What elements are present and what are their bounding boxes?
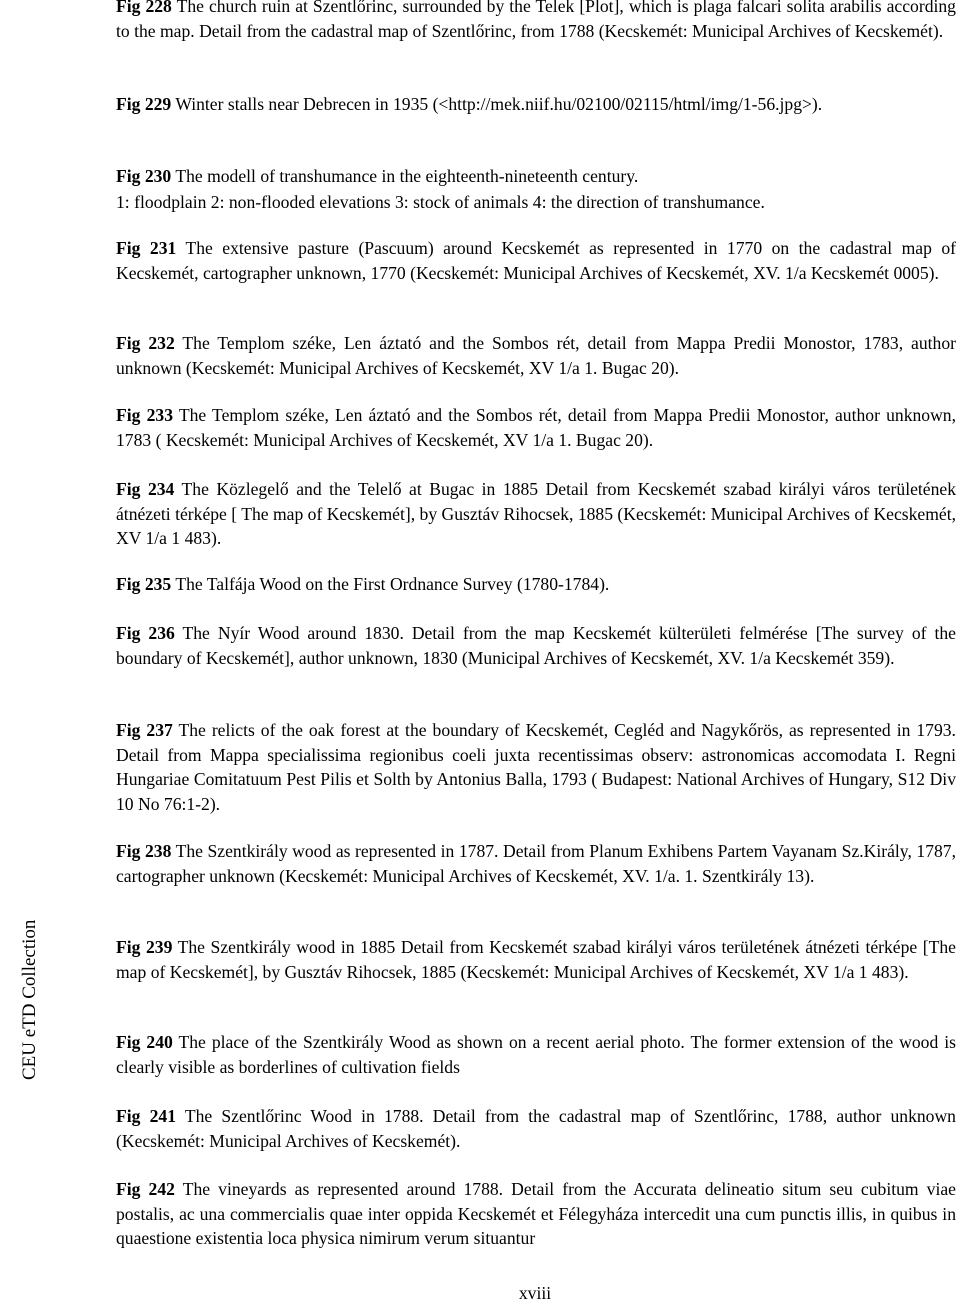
caption-number: Fig 229 xyxy=(116,94,172,114)
caption-text: The Szentkirály wood as represented in 1787. Detail from Planum Exhibens Partem Vayanam Sz.Király, 1787, cartographer unknown (Kecskemét: Municipal Archives of Kecskemét, XV. 1/a. 1. Szentkirály 13). xyxy=(116,841,956,886)
caption-text: The Közlegelő and the Telelő at Bugac in 1885 Detail from Kecskemét szabad királyi város területének átnézeti térképe [ The map of Kecskemét], by Gusztáv Rihocsek, 1885 (Kecskemét: Municipal Archives of Kecskemét, XV 1/a 1 483). xyxy=(116,479,956,548)
caption-text: The Templom széke, Len áztató and the Sombos rét, detail from Mappa Predii Monostor, author unknown, 1783 ( Kecskemét: Municipal Archives of Kecskemét, XV 1/a 1. Bugac 20). xyxy=(116,405,956,450)
caption-fig-234 xyxy=(116,477,956,551)
caption-number: Fig 238 xyxy=(116,841,172,861)
caption-text: The Talfája Wood on the First Ordnance Survey (1780-1784). xyxy=(175,574,610,594)
caption-fig-235 xyxy=(116,572,956,597)
caption-fig-231 xyxy=(116,236,956,285)
caption-text: The extensive pasture (Pascuum) around Kecskemét as represented in 1770 on the cadastral map of Kecskemét, cartographer unknown, 1770 (Kecskemét: Municipal Archives of Kecskemét, XV. 1/a Kecskemét 0005). xyxy=(116,238,956,283)
caption-fig-229 xyxy=(116,92,956,117)
caption-fig-233 xyxy=(116,403,956,452)
caption-fig-228 xyxy=(116,0,956,43)
caption-text: The Szentkirály wood in 1885 Detail from Kecskemét szabad királyi város területének átnézeti térképe [The map of Kecskemét], by Gusztáv Rihocsek, 1885 (Kecskemét: Municipal Archives of Kecskemét, XV 1/a 1 483). xyxy=(116,937,956,982)
caption-text: 1: floodplain 2: non-flooded elevations 3: stock of animals 4: the direction of transhumance. xyxy=(116,192,765,212)
caption-text: The church ruin at Szentlőrinc, surrounded by the Telek [Plot], which is plaga falcari solita arabilis according to the map. Detail from the cadastral map of Szentlőrinc, from 1788 (Kecskemét: Municipal Archives of Kecskemét). xyxy=(116,0,956,41)
caption-text: The relicts of the oak forest at the boundary of Kecskemét, Cegléd and Nagykőrös, as represented in 1793. Detail from Mappa specialissima regionibus coeli juxta recentissimas observ: astronomicas accomodata I. Regni Hungariae Comitatuum Pest Pilis et Solth by Antonius Balla, 1793 ( Budapest: National Archives of Hungary, S12 Div 10 No 76:1-2). xyxy=(116,720,956,814)
caption-fig-240 xyxy=(116,1030,956,1079)
caption-number: Fig 240 xyxy=(116,1032,173,1052)
caption-number: Fig 232 xyxy=(116,333,175,353)
caption-text: The Nyír Wood around 1830. Detail from the map Kecskemét külterületi felmérése [The survey of the boundary of Kecskemét], author unknown, 1830 (Municipal Archives of Kecskemét, XV. 1/a Kecskemét 359). xyxy=(116,623,956,668)
caption-fig-242 xyxy=(116,1177,956,1251)
caption-text: The modell of transhumance in the eighteenth-nineteenth century. xyxy=(175,166,639,186)
caption-number: Fig 234 xyxy=(116,479,175,499)
caption-text: Winter stalls near Debrecen in 1935 (<http://mek.niif.hu/02100/02115/html/img/1-56.jpg>). xyxy=(175,94,823,114)
caption-number: Fig 239 xyxy=(116,937,173,957)
caption-text: The Szentlőrinc Wood in 1788. Detail from the cadastral map of Szentlőrinc, 1788, author unknown (Kecskemét: Municipal Archives of Kecskemét). xyxy=(116,1106,956,1151)
caption-legend-230 xyxy=(116,190,956,215)
caption-number: Fig 241 xyxy=(116,1106,176,1126)
caption-number: Fig 236 xyxy=(116,623,175,643)
caption-fig-236 xyxy=(116,621,956,670)
caption-text: The Templom széke, Len áztató and the Sombos rét, detail from Mappa Predii Monostor, 1783, author unknown (Kecskemét: Municipal Archives of Kecskemét, XV 1/a 1. Bugac 20). xyxy=(116,333,956,378)
caption-number: Fig 235 xyxy=(116,574,172,594)
caption-fig-237 xyxy=(116,718,956,816)
caption-number: Fig 228 xyxy=(116,0,172,16)
watermark-text: CEU eTD Collection xyxy=(19,919,40,1080)
caption-number: Fig 230 xyxy=(116,166,172,186)
caption-fig-241 xyxy=(116,1104,956,1153)
caption-number: Fig 231 xyxy=(116,238,177,258)
caption-text: The vineyards as represented around 1788. Detail from the Accurata delineatio situm seu cubitum viae postalis, ac una commercialis quae inter oppida Kecskemét et Félegyháza intercedit una cum punctis illis, in quibus in quaestione existentia loca physica nimirum verum situantur xyxy=(116,1179,956,1248)
caption-number: Fig 237 xyxy=(116,720,173,740)
caption-fig-232 xyxy=(116,331,956,380)
caption-fig-239 xyxy=(116,935,956,984)
page-number: xviii xyxy=(518,1283,552,1303)
caption-number: Fig 233 xyxy=(116,405,173,425)
caption-fig-230 xyxy=(116,164,956,189)
caption-text: The place of the Szentkirály Wood as shown on a recent aerial photo. The former extension of the wood is clearly visible as borderlines of cultivation fields xyxy=(116,1032,956,1077)
caption-fig-238 xyxy=(116,839,956,888)
caption-number: Fig 242 xyxy=(116,1179,175,1199)
